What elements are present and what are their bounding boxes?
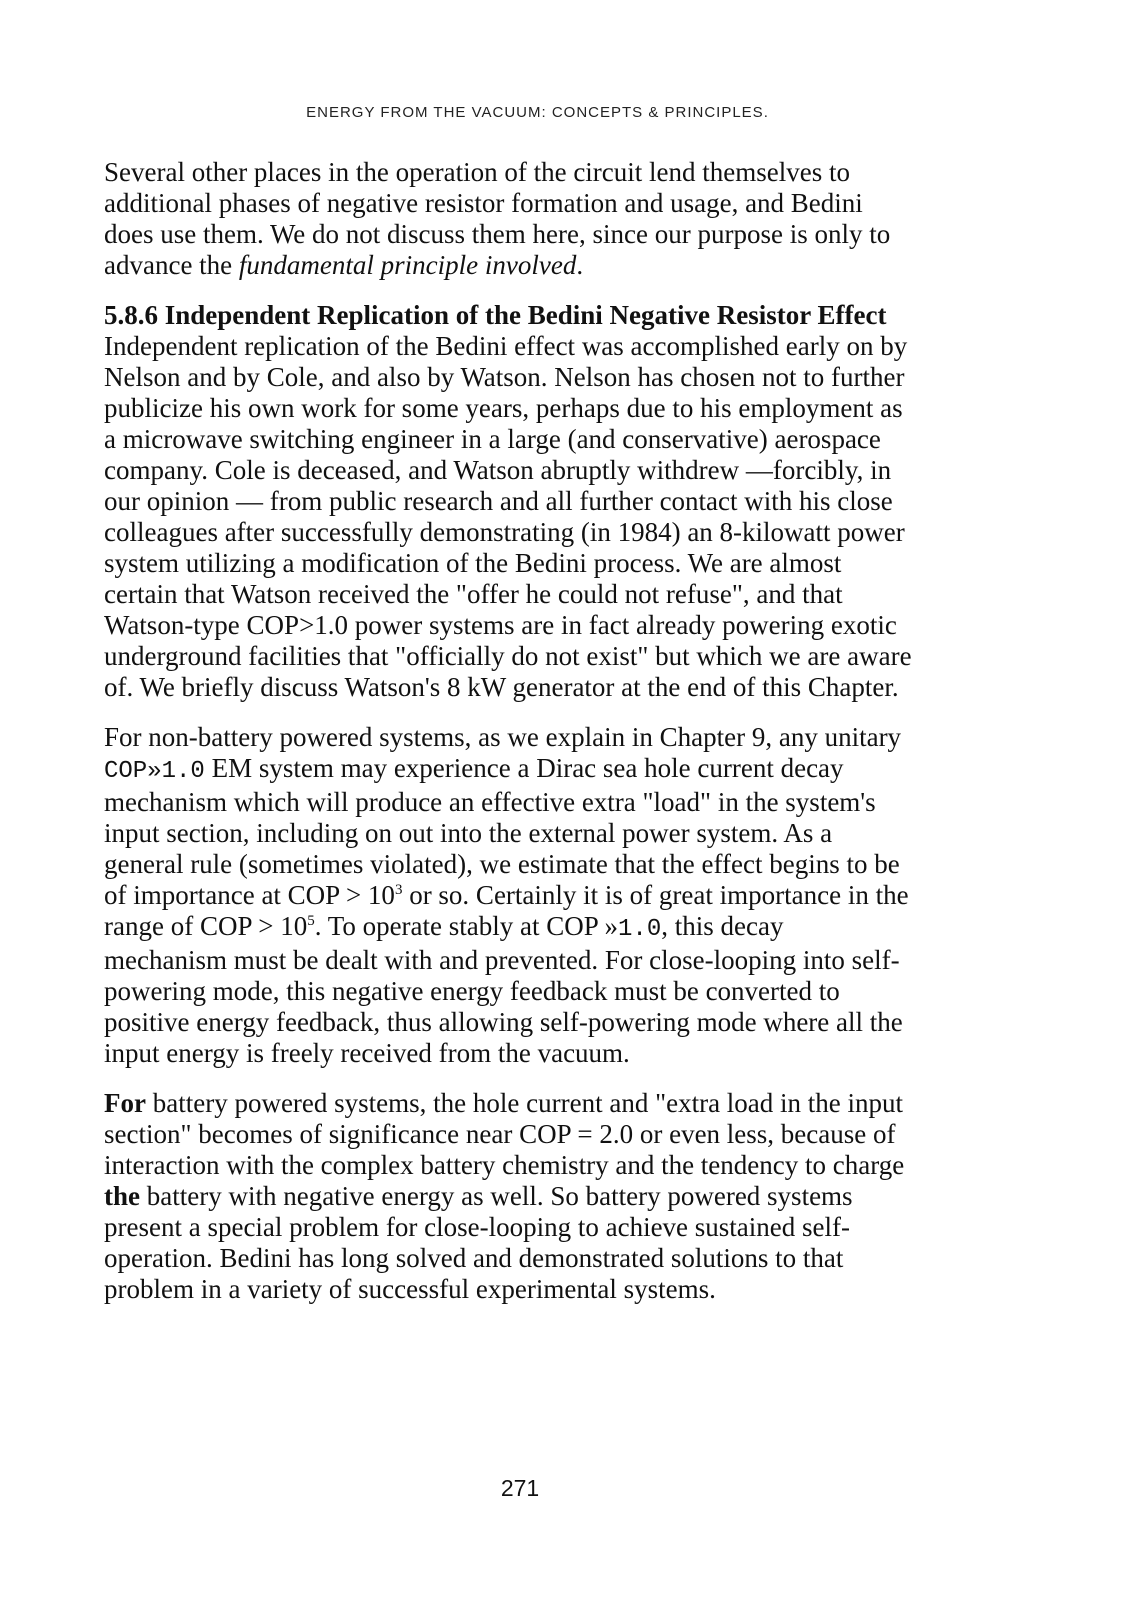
text-line: present a special problem for close-looping to achieve sustained self- bbox=[104, 1212, 850, 1242]
paragraph-1 bbox=[104, 157, 944, 281]
exponent: 5 bbox=[307, 913, 315, 929]
paragraph-4 bbox=[104, 1088, 944, 1305]
text-line bbox=[104, 911, 944, 945]
page-number: 271 bbox=[500, 1475, 540, 1501]
text-line bbox=[104, 880, 944, 911]
text-line: positive energy feedback, thus allowing self-powering mode where all the bbox=[104, 1007, 903, 1037]
text-run: of importance at COP > 10 bbox=[104, 880, 395, 910]
cop-expression: COP»1.0 bbox=[104, 758, 205, 785]
text-line: additional phases of negative resistor formation and usage, and Bedini bbox=[104, 188, 863, 218]
text-line: a microwave switching engineer in a large (and conservative) aerospace bbox=[104, 424, 881, 454]
text-line: operation. Bedini has long solved and demonstrated solutions to that bbox=[104, 1243, 844, 1273]
text-line: For non-battery powered systems, as we explain in Chapter 9, any unitary bbox=[104, 722, 902, 752]
paragraph-3 bbox=[104, 722, 944, 1069]
text-line: publicize his own work for some years, perhaps due to his employment as bbox=[104, 393, 903, 423]
text-line: powering mode, this negative energy feedback must be converted to bbox=[104, 976, 840, 1006]
running-head: ENERGY FROM THE VACUUM: CONCEPTS & PRINCIPLES. bbox=[306, 104, 769, 121]
text-run: range of COP > 10 bbox=[104, 911, 308, 941]
text-line bbox=[104, 1088, 944, 1119]
text-run: battery powered systems, the hole current and "extra load in the input bbox=[145, 1088, 904, 1118]
text-line: underground facilities that "officially do not exist" but which we are aware bbox=[104, 641, 912, 671]
text-run: , this decay bbox=[661, 911, 784, 941]
text-line: our opinion — from public research and all further contact with his close bbox=[104, 486, 893, 516]
section-5-8-6 bbox=[104, 300, 944, 703]
text-line: input section, including on out into the external power system. As a bbox=[104, 818, 833, 848]
text-line bbox=[104, 753, 944, 787]
text-run: EM system may experience a Dirac sea hole current decay bbox=[204, 753, 844, 783]
text-line: Independent replication of the Bedini effect was accomplished early on by bbox=[104, 331, 908, 361]
text-line: Watson-type COP>1.0 power systems are in fact already powering exotic bbox=[104, 610, 897, 640]
emphasis-text: fundamental principle involved bbox=[238, 250, 577, 280]
text-line: mechanism must be dealt with and prevented. For close-looping into self- bbox=[104, 945, 900, 975]
text-line: section" becomes of significance near COP = 2.0 or even less, because of bbox=[104, 1119, 896, 1149]
text-line: does use them. We do not discuss them here, since our purpose is only to bbox=[104, 219, 891, 249]
text-line: company. Cole is deceased, and Watson abruptly withdrew —forcibly, in bbox=[104, 455, 892, 485]
text-line: general rule (sometimes violated), we estimate that the effect begins to be bbox=[104, 849, 900, 879]
text-line: interaction with the complex battery chemistry and the tendency to charge bbox=[104, 1150, 905, 1180]
text-line: system utilizing a modification of the Bedini process. We are almost bbox=[104, 548, 842, 578]
text-line: Nelson and by Cole, and also by Watson. Nelson has chosen not to further bbox=[104, 362, 905, 392]
text-line: certain that Watson received the "offer he could not refuse", and that bbox=[104, 579, 843, 609]
text-run: . To operate stably at COP » bbox=[314, 911, 619, 941]
text-line: mechanism which will produce an effective extra "load" in the system's bbox=[104, 787, 876, 817]
bold-word: the bbox=[104, 1181, 140, 1211]
exponent: 3 bbox=[394, 882, 403, 898]
text-run: or so. Certainly it is of great importance in the bbox=[402, 880, 909, 910]
page-body bbox=[104, 157, 944, 1324]
section-heading: 5.8.6 Independent Replication of the Bedini Negative Resistor Effect bbox=[104, 300, 887, 330]
bold-word: For bbox=[104, 1088, 146, 1118]
text-line bbox=[104, 1181, 944, 1212]
text-line: problem in a variety of successful experimental systems. bbox=[104, 1274, 716, 1304]
text-line bbox=[104, 250, 944, 281]
text-run: advance the bbox=[104, 250, 239, 280]
text-line: of. We briefly discuss Watson's 8 kW generator at the end of this Chapter. bbox=[104, 672, 899, 702]
text-line: colleagues after successfully demonstrating (in 1984) an 8-kilowatt power bbox=[104, 517, 905, 547]
text-line: Several other places in the operation of the circuit lend themselves to bbox=[104, 157, 850, 187]
text-run: battery with negative energy as well. So battery powered systems bbox=[140, 1181, 853, 1211]
text-run: . bbox=[576, 250, 584, 280]
text-line: input energy is freely received from the vacuum. bbox=[104, 1038, 630, 1068]
cop-value: 1.0 bbox=[618, 916, 662, 943]
